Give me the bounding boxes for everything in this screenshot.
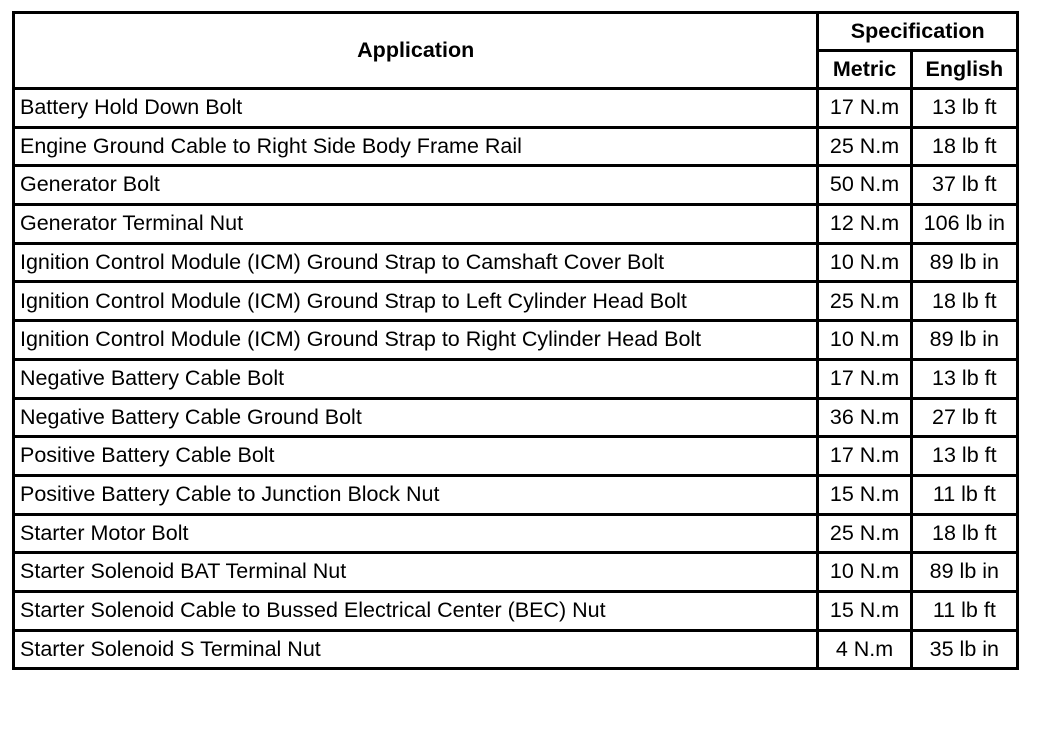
- english-cell: 13 lb ft: [911, 359, 1017, 398]
- metric-cell: 36 N.m: [818, 398, 911, 437]
- application-cell: Negative Battery Cable Bolt: [14, 359, 818, 398]
- english-cell: 89 lb in: [911, 321, 1017, 360]
- english-cell: 13 lb ft: [911, 437, 1017, 476]
- metric-cell: 15 N.m: [818, 591, 911, 630]
- metric-cell: 10 N.m: [818, 243, 911, 282]
- table-row: [14, 127, 1018, 166]
- specification-header: Specification: [818, 13, 1018, 51]
- application-cell: Battery Hold Down Bolt: [14, 89, 818, 128]
- metric-cell: 50 N.m: [818, 166, 911, 205]
- application-cell: Ignition Control Module (ICM) Ground Strap to Right Cylinder Head Bolt: [14, 321, 818, 360]
- metric-cell: 17 N.m: [818, 359, 911, 398]
- application-cell: Positive Battery Cable to Junction Block Nut: [14, 475, 818, 514]
- application-cell: Starter Solenoid BAT Terminal Nut: [14, 553, 818, 592]
- table-row: [14, 553, 1018, 592]
- metric-cell: 10 N.m: [818, 321, 911, 360]
- application-cell: Generator Terminal Nut: [14, 205, 818, 244]
- table-row: [14, 437, 1018, 476]
- metric-cell: 25 N.m: [818, 127, 911, 166]
- table-row: [14, 398, 1018, 437]
- english-cell: 89 lb in: [911, 243, 1017, 282]
- table-row: [14, 514, 1018, 553]
- application-cell: Negative Battery Cable Ground Bolt: [14, 398, 818, 437]
- metric-cell: 15 N.m: [818, 475, 911, 514]
- english-cell: 18 lb ft: [911, 282, 1017, 321]
- english-cell: 89 lb in: [911, 553, 1017, 592]
- application-cell: Starter Solenoid Cable to Bussed Electrical Center (BEC) Nut: [14, 591, 818, 630]
- metric-cell: 17 N.m: [818, 437, 911, 476]
- english-cell: 11 lb ft: [911, 475, 1017, 514]
- english-cell: 18 lb ft: [911, 127, 1017, 166]
- metric-cell: 10 N.m: [818, 553, 911, 592]
- english-cell: 35 lb in: [911, 630, 1017, 669]
- table-row: [14, 282, 1018, 321]
- english-cell: 37 lb ft: [911, 166, 1017, 205]
- application-cell: Ignition Control Module (ICM) Ground Strap to Left Cylinder Head Bolt: [14, 282, 818, 321]
- table-row: [14, 166, 1018, 205]
- table-row: [14, 359, 1018, 398]
- table-row: [14, 475, 1018, 514]
- english-header: English: [911, 51, 1017, 89]
- fastener-spec-table: [12, 11, 1019, 670]
- table-row: [14, 321, 1018, 360]
- application-cell: Starter Motor Bolt: [14, 514, 818, 553]
- application-header: Application: [14, 13, 818, 89]
- application-cell: Ignition Control Module (ICM) Ground Strap to Camshaft Cover Bolt: [14, 243, 818, 282]
- english-cell: 11 lb ft: [911, 591, 1017, 630]
- metric-cell: 12 N.m: [818, 205, 911, 244]
- english-cell: 106 lb in: [911, 205, 1017, 244]
- metric-cell: 25 N.m: [818, 514, 911, 553]
- table-row: [14, 89, 1018, 128]
- table-row: [14, 591, 1018, 630]
- english-cell: 13 lb ft: [911, 89, 1017, 128]
- header-row-top: [14, 13, 1018, 51]
- table-body: [14, 89, 1018, 669]
- application-cell: Generator Bolt: [14, 166, 818, 205]
- metric-cell: 25 N.m: [818, 282, 911, 321]
- metric-header: Metric: [818, 51, 911, 89]
- table-row: [14, 243, 1018, 282]
- application-cell: Positive Battery Cable Bolt: [14, 437, 818, 476]
- english-cell: 18 lb ft: [911, 514, 1017, 553]
- application-cell: Engine Ground Cable to Right Side Body Frame Rail: [14, 127, 818, 166]
- metric-cell: 4 N.m: [818, 630, 911, 669]
- table-row: [14, 630, 1018, 669]
- english-cell: 27 lb ft: [911, 398, 1017, 437]
- table-row: [14, 205, 1018, 244]
- metric-cell: 17 N.m: [818, 89, 911, 128]
- application-cell: Starter Solenoid S Terminal Nut: [14, 630, 818, 669]
